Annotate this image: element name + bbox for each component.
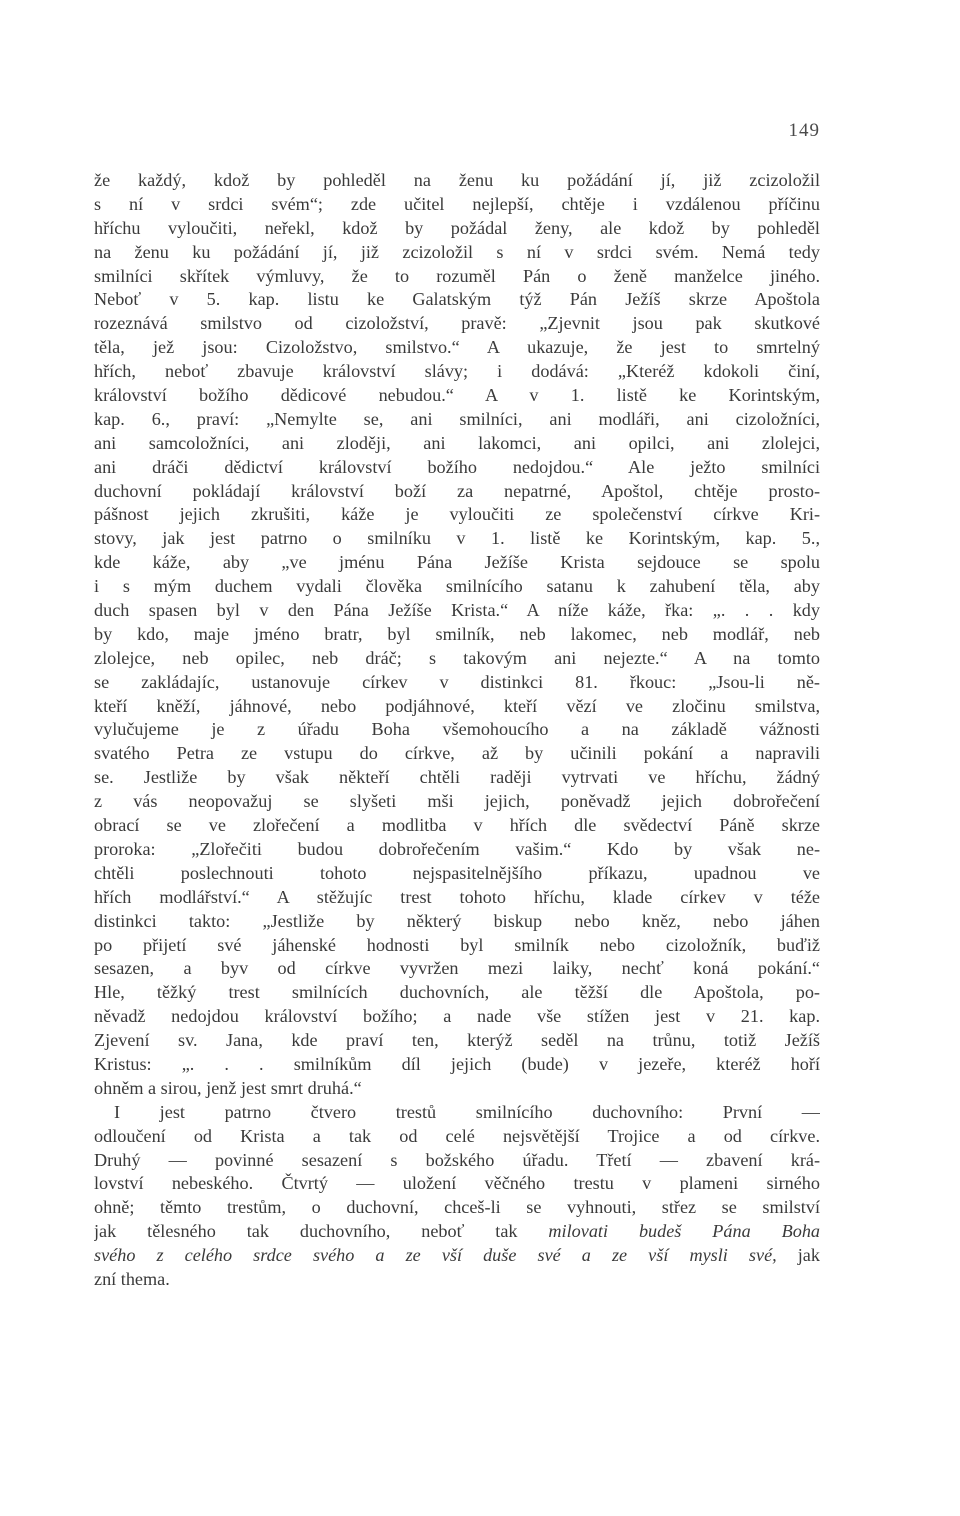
text-line-content: kteří kněží, jáhnové, nebo podjáhnové, kteří vězí ve zločinu smilstva, [94,695,820,716]
text-line-content: chtěli poslechnouti tohoto nejspasitelnějšího příkazu, upadnou ve [94,862,820,883]
text-line-content: zlolejce, neb opilec, neb dráč; s takovým ani nejezte.“ A na tomto [94,647,820,668]
text-line [94,1053,820,1077]
italic-quotation: svého z celého srdce svého a ze vší duše své a ze vší mysli své, [94,1245,777,1266]
text-line-content: že každý, kdož by pohleděl na ženu ku požádání jí, již zcizoložil [94,170,820,190]
text-line-content: ohně; těmto trestům, o duchovní, chceš-li se vyhnouti, střez se smilství [94,1197,820,1218]
body-text [94,169,820,1292]
text-line [94,1172,820,1196]
text-line-content: království božího dědicové nebudou.“ A v 1. listě ke Korintským, [94,385,820,406]
text-line-content: Hle, těžký trest smilnících duchovních, ale těžší dle Apoštola, po- [94,982,820,1003]
text-line [94,957,820,981]
text-line-content: na ženu ku požádání jí, již zcizoložil s ní v srdci svém. Nemá tedy [94,241,820,262]
text-line [94,934,820,958]
text-line-content: distinkci takto: „Jestliže by některý biskup nebo kněz, nebo jáhen [94,910,820,931]
text-line-content: I jest patrno čtvero trestů smilnícího duchovního: První — [114,1101,820,1122]
text-line-content: obrací se ve zlořečení a modlitba v hřích dle svědectví Páně skrze [94,815,820,836]
text-line-content: něvadž nedojdou království božího; a nade vše stížen jest v 21. kap. [94,1006,820,1027]
text-line [94,766,820,790]
text-line [94,1125,820,1149]
text-line [94,886,820,910]
text-line [94,312,820,336]
text-line [94,336,820,360]
text-line-content: i s mým duchem vydali člověka smilnícího satanu k zahubení těla, aby [94,576,820,597]
text-line-content: smilníci skřítek výmluvy, že to rozuměl Pán o ženě manželce jiného. [94,265,820,286]
text-line [94,503,820,527]
text-line-content: jak tělesného tak duchovního, neboť tak [94,1221,518,1242]
text-line [94,862,820,886]
text-line [94,265,820,289]
text-line [94,647,820,671]
text-line [94,432,820,456]
text-line [94,527,820,551]
text-line [94,814,820,838]
text-line [94,480,820,504]
text-line-content: Druhý — povinné sesazení s božského úřadu. Třetí — zbavení krá- [94,1149,820,1170]
text-line-content: ani samcoložníci, ani zloději, ani lakomci, ani opilci, ani zlolejci, [94,432,820,453]
text-line [94,1196,820,1220]
text-line-content: se. Jestliže by však někteří chtěli raději vytrvati ve hříchu, žádný [94,767,820,788]
text-line [94,1220,820,1244]
text-line-content: pášnost jejich zkrušiti, káže je vyloučiti ze společenství církve Kri- [94,504,820,525]
text-line-content: stovy, jak jest patrno o smilníku v 1. listě ke Korintským, kap. 5., [94,528,820,549]
text-line [94,288,820,312]
text-line-content: lovství nebeského. Čtvrtý — uložení věčného trestu v plameni sirného [94,1173,820,1194]
text-line [94,1244,820,1268]
text-line [94,695,820,719]
text-line [94,599,820,623]
text-line-content: kap. 6., praví: „Nemylte se, ani smilníci, ani modláři, ani cizoložníci, [94,408,820,429]
text-line [94,217,820,241]
text-line [94,742,820,766]
text-line-content: hříchu vyloučiti, neřekl, kdož by požádal ženy, ale kdož by pohleděl [94,217,820,238]
text-line-content: Zjevení sv. Jana, kde praví ten, kterýž seděl na trůnu, totiž Ježíš [94,1030,820,1051]
text-line-content: ani dráči dědictví království božího nedojdou.“ Ale ježto smilníci [94,456,820,477]
text-line [94,790,820,814]
text-line-content: duch spasen byl v den Pána Ježíše Krista.“ A níže káže, řka: „. . . kdy [94,600,820,621]
page-number: 149 [788,120,820,141]
text-line [94,623,820,647]
text-line-content: rozeznává smilstvo od cizoložství, pravě: „Zjevnit jsou pak skutkové [94,313,820,334]
text-line-trailing: jak [776,1245,820,1266]
text-line-content: hřích, neboť zbavuje království slávy; i dodává: „Kteréž kdokoli činí, [94,361,820,382]
text-line [94,575,820,599]
text-line-content: proroka: „Zlořečiti budou dobrořečením vašim.“ Kdo by však ne- [94,838,820,859]
text-line-content: odloučení od Krista a tak od celé nejsvětější Trojice a od církve. [94,1125,820,1146]
text-line [94,838,820,862]
text-line-content: by kdo, maje jméno bratr, byl smilník, neb lakomec, neb modlář, neb [94,623,820,644]
text-line [94,1029,820,1053]
text-line [94,193,820,217]
text-line-content: svatého Petra ze vstupu do církve, až by učinili pokání a napravili [94,743,820,764]
text-line [94,718,820,742]
text-line [94,384,820,408]
text-line-content: zní thema. [94,1268,170,1289]
text-line [94,408,820,432]
text-line-content: sesazen, a byv od církve vyvržen mezi laiky, nechť koná pokání.“ [94,958,820,979]
text-line [94,1268,820,1292]
text-line [94,241,820,265]
text-line-content: těla, jež jsou: Cizoložstvo, smilstvo.“ A ukazuje, že jest to smrtelný [94,337,820,358]
text-line-content: kde káže, aby „ve jménu Pána Ježíše Krista sejdouce se spolu [94,552,820,573]
text-line-content: ohněm a sirou, jenž jest smrt druhá.“ [94,1077,362,1098]
text-line-content: Neboť v 5. kap. listu ke Galatským týž Pán Ježíš skrze Apoštola [94,289,820,310]
text-line-content: z vás neopovažuj se slyšeti mši jejich, poněvadž jejich dobrořečení [94,791,820,812]
text-line [94,1005,820,1029]
text-line-content: se zakládajíc, ustanovuje církev v distinkci 81. řkouc: „Jsou-li ně- [94,671,820,692]
text-line-content: hřích modlářství.“ A stěžujíc trest tohoto hříchu, klade církev v téže [94,886,820,907]
text-line [94,360,820,384]
text-line [94,671,820,695]
italic-quotation: milovati budeš Pána Boha [548,1221,820,1242]
text-line-content: duchovní pokládají království boží za nepatrné, Apoštol, chtěje prosto- [94,480,820,501]
text-line-content: Kristus: „. . . smilníkům díl jejich (bude) v jezeře, kteréž hoří [94,1053,820,1074]
text-line [94,551,820,575]
text-line [94,1077,820,1101]
text-line [94,981,820,1005]
text-line [94,1149,820,1173]
text-line [94,169,820,193]
text-line-content: vylučujeme je z úřadu Boha všemohoucího a na základě vážnosti [94,719,820,740]
text-line-content: po přijetí své jáhenské hodnosti byl smilník nebo cizoložník, buďiž [94,934,820,955]
text-line [94,910,820,934]
text-line-content: s ní v srdci svém“; zde učitel nejlepší, chtěje i vzdálenou příčinu [94,193,820,214]
text-line [94,456,820,480]
text-line [94,1101,820,1125]
